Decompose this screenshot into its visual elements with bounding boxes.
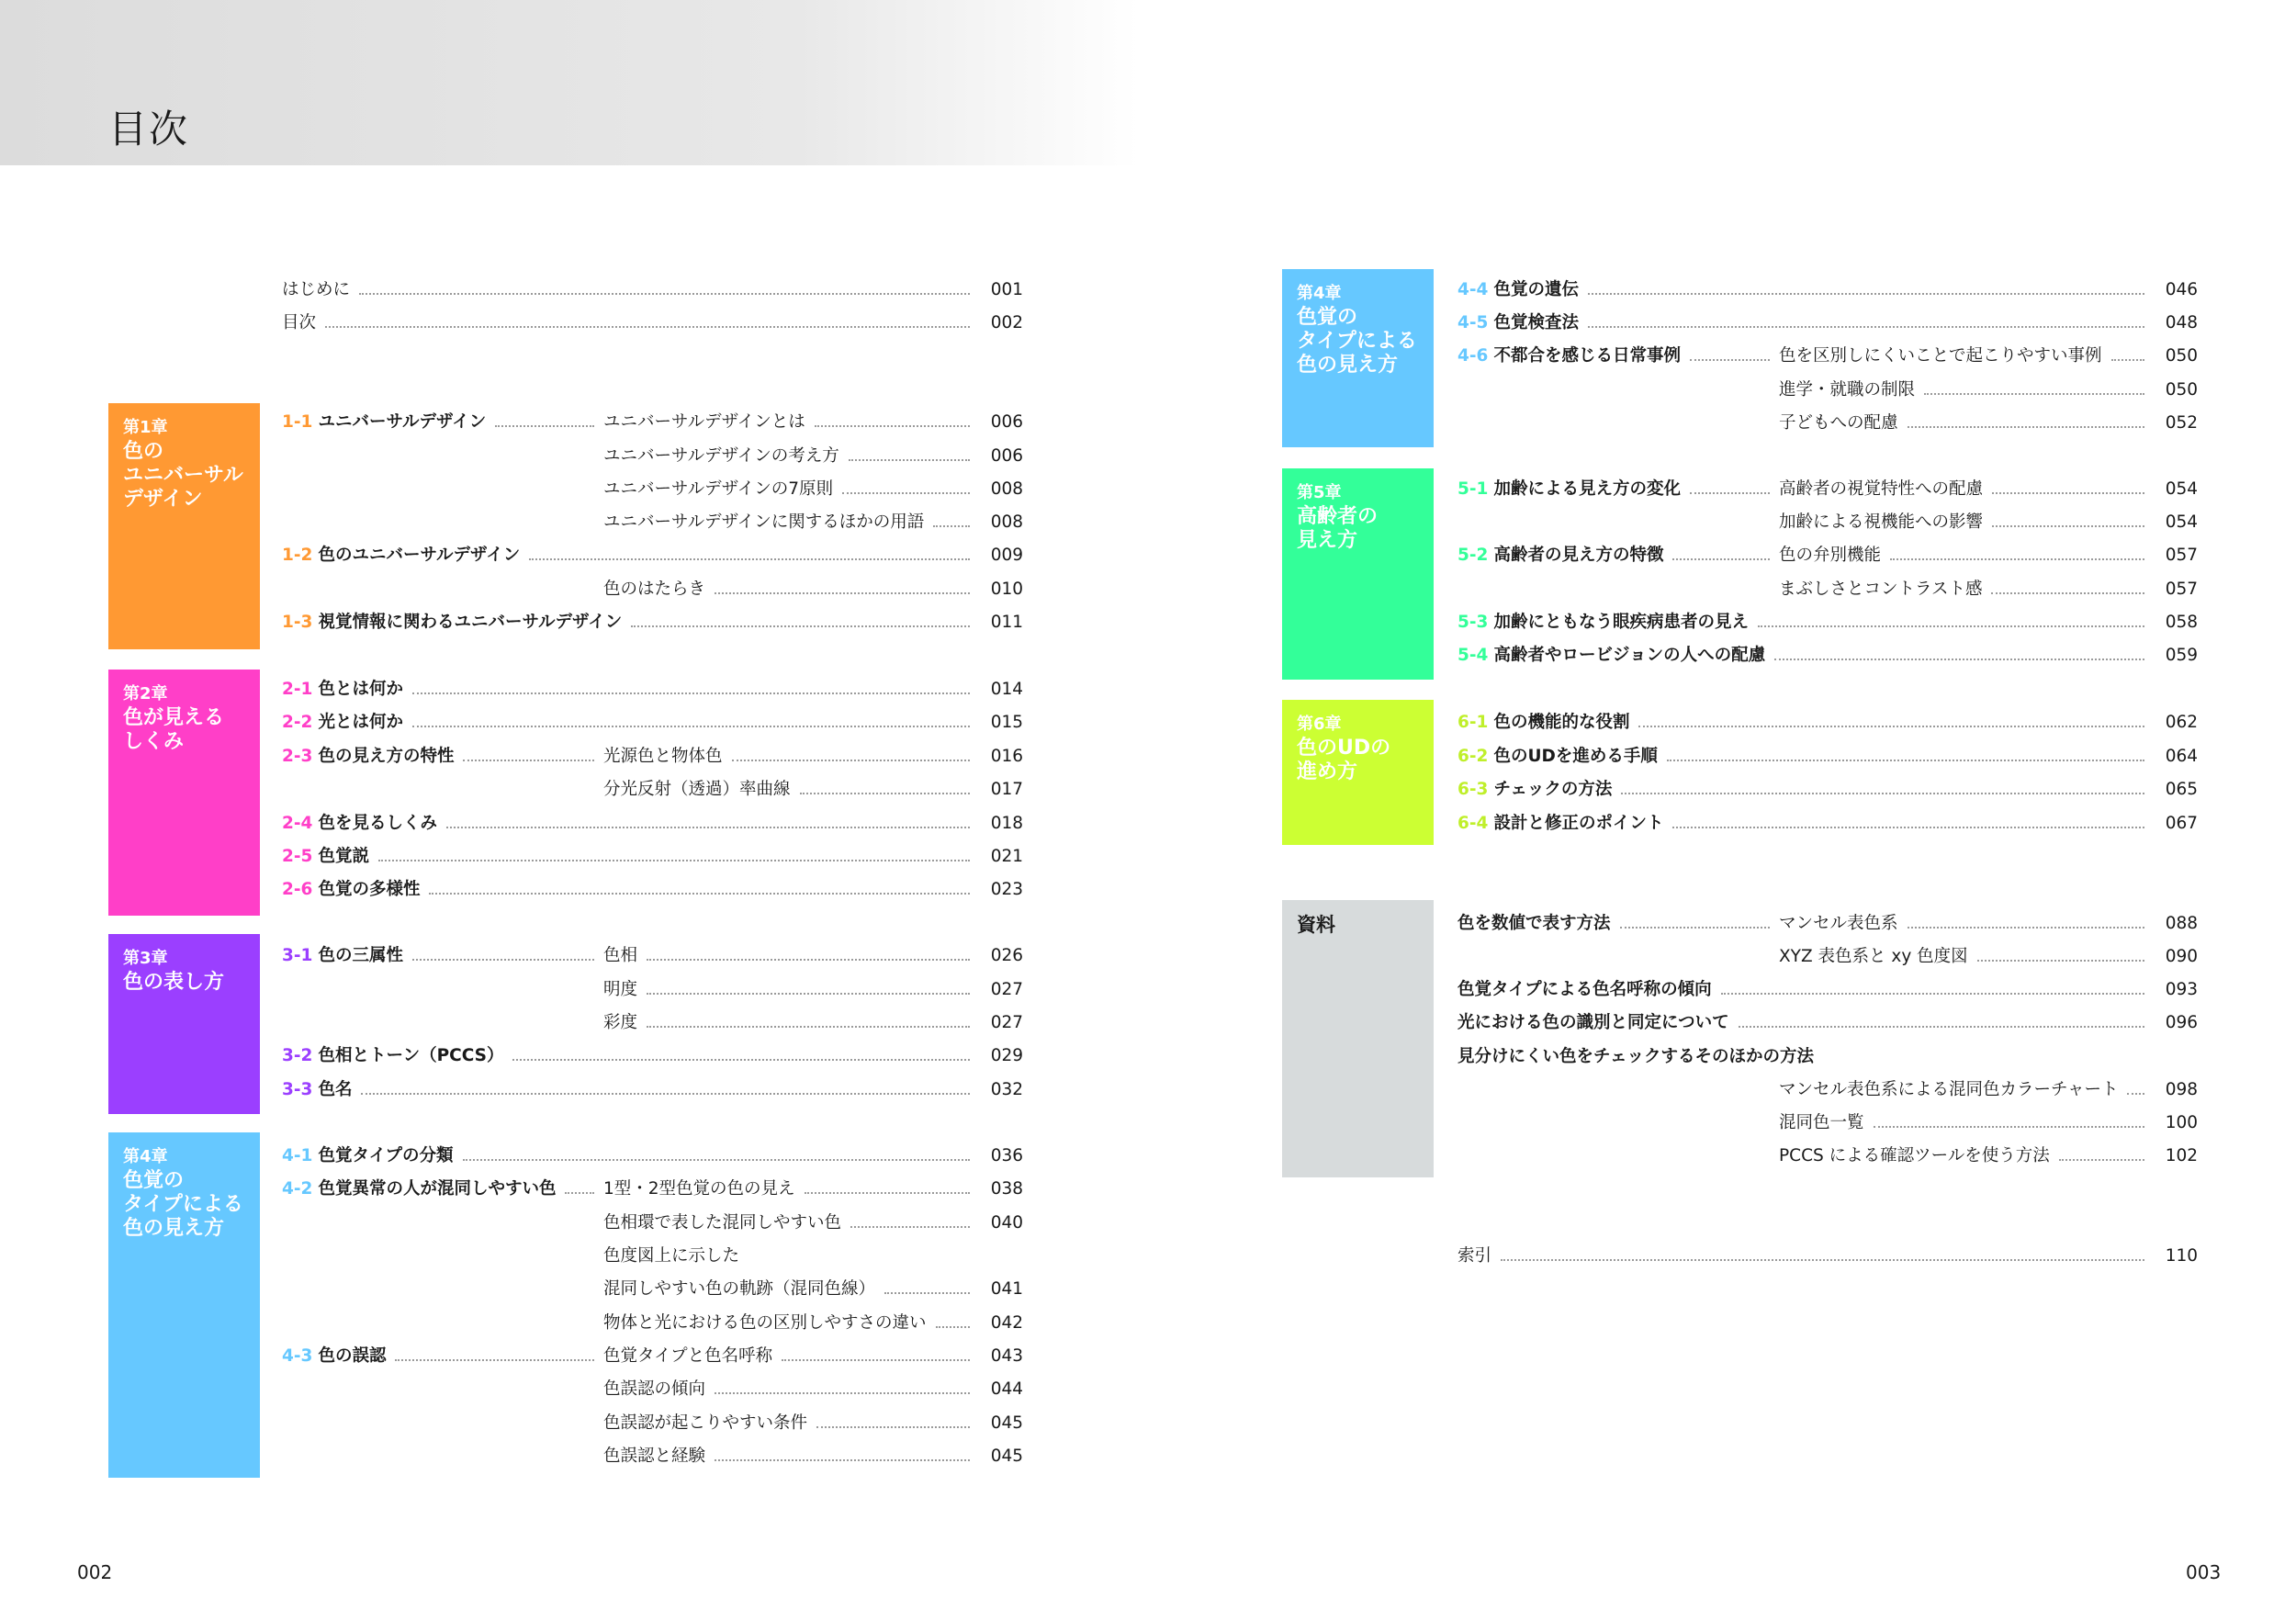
toc-subsection: 混同しやすい色の軌跡（混同色線）: [603, 1279, 876, 1299]
section-number: 5-3: [1458, 613, 1489, 632]
toc-subsection: 彩度: [603, 1013, 638, 1032]
section-number: 3-1: [282, 946, 313, 965]
toc-section: [1458, 610, 1749, 636]
toc-subsection: 色誤認が起こりやすい条件: [603, 1413, 808, 1433]
toc-section: [282, 1176, 556, 1202]
page-number: 059: [2165, 646, 2198, 665]
page-number: 032: [990, 1080, 1023, 1099]
dot-leader: [429, 893, 970, 895]
toc-row[interactable]: [0, 1010, 2296, 1036]
section-title: 色覚の遺伝: [1493, 280, 1579, 299]
section-title: 色相とトーン（PCCS）: [318, 1046, 504, 1065]
toc-row[interactable]: [0, 643, 2296, 669]
section-number: 4-1: [282, 1146, 313, 1165]
toc-subsection: 色覚タイプと色名呼称: [603, 1346, 773, 1366]
page-number: 036: [990, 1146, 1023, 1165]
toc-subsection: 1型・2型色覚の色の見え: [603, 1179, 795, 1199]
dot-leader: [849, 459, 970, 461]
page-number: 027: [990, 1013, 1023, 1032]
page-number: 048: [2165, 313, 2198, 332]
dot-leader: [395, 1359, 594, 1361]
section-number: 4-5: [1458, 313, 1489, 332]
section-title: 色の三属性: [318, 946, 403, 965]
toc-section: [1458, 911, 1611, 937]
toc-row[interactable]: [0, 1411, 2296, 1436]
dot-leader: [1690, 359, 1770, 361]
toc-section: [282, 677, 403, 703]
section-title: 色名: [318, 1080, 353, 1099]
toc-entry-label: はじめに: [282, 280, 351, 299]
dot-leader: [715, 1459, 970, 1461]
section-number: 4-4: [1458, 280, 1489, 299]
page-number: 054: [2165, 512, 2198, 532]
toc-row[interactable]: [0, 777, 2296, 803]
section-title: 色のUDを進める手順: [1493, 747, 1658, 766]
section-title: 色覚異常の人が混同しやすい色: [318, 1179, 557, 1199]
dot-leader: [378, 860, 970, 861]
dot-leader: [2127, 1093, 2144, 1095]
dot-leader: [412, 692, 970, 694]
page-number: 090: [2165, 947, 2198, 966]
section-title: 高齢者の見え方の特徴: [1493, 546, 1664, 565]
folio-left: 002: [77, 1561, 113, 1583]
chapter-title: 資料: [1297, 914, 1335, 936]
toc-row[interactable]: [0, 1244, 2296, 1269]
dot-leader: [715, 1392, 970, 1394]
section-title: 色とは何か: [318, 680, 403, 699]
toc-section: [1458, 343, 1681, 369]
page-number: 009: [990, 546, 1023, 565]
section-title: 色覚の多様性: [318, 880, 421, 899]
section-title: 加齢による見え方の変化: [1493, 479, 1681, 499]
section-title: 光における色の識別と同定について: [1458, 1013, 1729, 1032]
toc-row[interactable]: [0, 1344, 2296, 1369]
toc-subsection: マンセル表色系による混同色カラーチャート: [1779, 1080, 2119, 1099]
toc-section: [1458, 777, 1612, 803]
section-title: 色を見るしくみ: [318, 814, 437, 833]
toc-row[interactable]: [0, 977, 2296, 1003]
dot-leader: [1890, 558, 2144, 560]
toc-row[interactable]: [0, 844, 2296, 870]
section-title: 加齢にともなう眼疾病患者の見え: [1493, 613, 1749, 632]
chapter-number: 第3章: [123, 949, 168, 968]
folio-right: 003: [2186, 1561, 2222, 1583]
page-number: 102: [2165, 1146, 2198, 1165]
toc-subsection: 子どもへの配慮: [1779, 413, 1898, 433]
toc-entry-label: 索引: [1458, 1246, 1492, 1266]
toc-row[interactable]: [0, 1077, 2296, 1103]
dot-leader: [1501, 1259, 2144, 1261]
section-number: 3-3: [282, 1080, 313, 1099]
toc-section: [1458, 643, 1765, 669]
dot-leader: [1638, 726, 2144, 727]
chapter-number: 第2章: [123, 684, 168, 704]
chapter-title: 色の表し方: [123, 971, 225, 994]
page-number: 026: [990, 946, 1023, 965]
section-number: 6-3: [1458, 780, 1489, 799]
page-number: 014: [990, 680, 1023, 699]
toc-subsection: 明度: [603, 980, 638, 999]
toc-subsection: ユニバーサルデザインの7原則: [603, 479, 834, 499]
toc-subsection: 光源色と物体色: [603, 747, 723, 766]
page-number: 050: [2165, 346, 2198, 366]
dot-leader: [816, 1426, 970, 1428]
chapter-title: 色のUDの 進め方: [1297, 737, 1391, 783]
section-number: 3-2: [282, 1046, 313, 1065]
dot-leader: [1774, 659, 2144, 660]
dot-leader: [1977, 960, 2144, 962]
chapter-number: 第6章: [1297, 715, 1342, 734]
section-title: 色覚検査法: [1493, 313, 1579, 332]
page-number: 006: [990, 412, 1023, 432]
page-number: 021: [990, 847, 1023, 866]
toc-row[interactable]: [0, 677, 2296, 703]
toc-section: [1458, 543, 1663, 568]
section-number: 5-2: [1458, 546, 1489, 565]
dot-leader: [1588, 293, 2144, 295]
chapter-number: 第5章: [1297, 483, 1342, 502]
toc-row[interactable]: [0, 1210, 2296, 1236]
section-number: 2-4: [282, 814, 313, 833]
page-title: 目次: [108, 107, 190, 152]
page-number: 100: [2165, 1113, 2198, 1132]
section-title: ユニバーサルデザイン: [318, 412, 487, 432]
toc-row[interactable]: [0, 710, 2296, 736]
dot-leader: [1924, 393, 2144, 395]
section-title: 色のユニバーサルデザイン: [318, 546, 521, 565]
page-number: 008: [990, 512, 1023, 532]
toc-row[interactable]: [0, 1311, 2296, 1336]
dot-leader: [1672, 827, 2144, 828]
section-title: 色覚説: [318, 847, 369, 866]
page-number: 057: [2165, 546, 2198, 565]
section-title: チェックの方法: [1493, 780, 1613, 799]
page-number: 052: [2165, 413, 2198, 433]
section-title: 視覚情報に関わるユニバーサルデザイン: [318, 613, 623, 632]
section-number: 1-2: [282, 546, 313, 565]
toc-section: [1458, 710, 1629, 736]
chapter-title: 色覚の タイプによる 色の見え方: [1297, 306, 1417, 377]
toc-row[interactable]: [0, 343, 2296, 369]
section-title: 高齢者やロービジョンの人への配慮: [1493, 646, 1766, 665]
toc-subsection: ユニバーサルデザインの考え方: [603, 446, 839, 466]
chapter-title: 色の ユニバーサル デザイン: [123, 440, 243, 511]
toc-row[interactable]: [0, 911, 2296, 937]
toc-subsection: 進学・就職の制限: [1779, 380, 1916, 400]
section-number: 2-6: [282, 880, 313, 899]
section-number: 2-1: [282, 680, 313, 699]
dot-leader: [850, 1226, 970, 1228]
chapter-title: 色が見える しくみ: [123, 706, 225, 753]
toc-section: [282, 877, 420, 903]
dot-leader: [1874, 1126, 2144, 1128]
toc-row[interactable]: [0, 377, 2296, 403]
page-number: 010: [990, 580, 1023, 599]
section-number: 2-3: [282, 747, 313, 766]
section-number: 2-2: [282, 713, 313, 732]
section-title: 不都合を感じる日常事例: [1493, 346, 1681, 366]
dot-leader: [1908, 426, 2144, 428]
toc-entry-label: 目次: [282, 313, 317, 332]
section-number: 6-4: [1458, 814, 1489, 833]
toc-row[interactable]: [0, 310, 2296, 336]
toc-subsection: マンセル表色系: [1779, 914, 1898, 933]
toc-row[interactable]: [0, 944, 2296, 970]
page-number: 041: [990, 1279, 1023, 1299]
toc-section: [1458, 744, 1658, 770]
page-number: 050: [2165, 380, 2198, 400]
toc-subsection: 色相環で表した混同しやすい色: [603, 1213, 842, 1233]
dot-leader: [1667, 760, 2144, 761]
toc-row[interactable]: [0, 411, 2296, 436]
toc-row[interactable]: [0, 543, 2296, 568]
section-title: 見分けにくい色をチェックするそのほかの方法: [1458, 1047, 1814, 1066]
chapter-number: 第1章: [123, 418, 168, 437]
page-number: 088: [2165, 914, 2198, 933]
page-number: 058: [2165, 613, 2198, 632]
dot-leader: [1992, 492, 2144, 494]
dot-leader: [782, 1359, 970, 1361]
section-title: 色の見え方の特性: [318, 747, 455, 766]
section-title: 色の機能的な役割: [1493, 713, 1630, 732]
toc-row[interactable]: [0, 744, 2296, 770]
page-number: 006: [990, 446, 1023, 466]
toc-subsection: 色相: [603, 946, 638, 965]
section-title: 光とは何か: [318, 713, 403, 732]
toc-row[interactable]: [0, 277, 2296, 303]
toc-subsection: 色のはたらき: [603, 580, 706, 599]
section-title: 設計と修正のポイント: [1493, 814, 1664, 833]
page-number: 038: [990, 1179, 1023, 1199]
toc-section: [1458, 277, 1579, 303]
toc-section: [1458, 1044, 1814, 1070]
page-number: 043: [990, 1346, 1023, 1366]
page-number: 017: [990, 780, 1023, 799]
section-number: 1-3: [282, 613, 313, 632]
chapter-title: 色覚の タイプによる 色の見え方: [123, 1169, 243, 1240]
toc-subsection: XYZ 表色系と xy 色度図: [1779, 947, 1968, 966]
dot-leader: [2111, 359, 2144, 361]
toc-subsection: PCCS による確認ツールを使う方法: [1779, 1146, 2050, 1165]
toc-subsection: ユニバーサルデザインに関するほかの用語: [603, 512, 925, 532]
toc-section: [1458, 811, 1663, 837]
page-number: 002: [990, 313, 1023, 332]
toc-subsection: 物体と光における色の区別しやすさの違い: [603, 1313, 927, 1333]
page-number: 054: [2165, 479, 2198, 499]
section-title: 色覚タイプによる色名呼称の傾向: [1458, 980, 1712, 999]
page-number: 062: [2165, 713, 2198, 732]
toc-section: [282, 1344, 386, 1369]
page-number: 011: [990, 613, 1023, 632]
page-number: 015: [990, 713, 1023, 732]
page-number: 065: [2165, 780, 2198, 799]
page-number: 057: [2165, 580, 2198, 599]
toc-subsection: 色を区別しにくいことで起こりやすい事例: [1779, 346, 2102, 366]
toc-row[interactable]: [0, 1277, 2296, 1302]
toc-row[interactable]: [0, 811, 2296, 837]
section-number: 6-2: [1458, 747, 1489, 766]
dot-leader: [1908, 927, 2144, 929]
dot-leader: [2059, 1159, 2144, 1161]
toc-section: [1458, 977, 1712, 1003]
toc-row[interactable]: [0, 1176, 2296, 1202]
page-number: 045: [990, 1447, 1023, 1466]
toc-row[interactable]: [0, 1110, 2296, 1136]
page-number: 044: [990, 1379, 1023, 1399]
toc-row[interactable]: [0, 1444, 2296, 1469]
dot-leader: [936, 1326, 970, 1328]
toc-row[interactable]: [0, 577, 2296, 602]
dot-leader: [1758, 625, 2144, 627]
chapter-title: 高齢者の 見え方: [1297, 505, 1379, 552]
page-number: 067: [2165, 814, 2198, 833]
page-number: 023: [990, 880, 1023, 899]
section-title: 色の誤認: [318, 1346, 387, 1366]
section-number: 4-3: [282, 1346, 313, 1366]
page-number: 046: [2165, 280, 2198, 299]
toc-row[interactable]: [0, 510, 2296, 535]
chapter-number: 第4章: [1297, 284, 1342, 303]
page-number: 016: [990, 747, 1023, 766]
toc-subsection: 混同色一覧: [1779, 1113, 1864, 1132]
dot-leader: [1690, 492, 1770, 494]
section-number: 4-2: [282, 1179, 313, 1199]
section-number: 6-1: [1458, 713, 1489, 732]
section-number: 2-5: [282, 847, 313, 866]
dot-leader: [805, 1192, 970, 1194]
page-number: 008: [990, 479, 1023, 499]
page-number: 029: [990, 1046, 1023, 1065]
dot-leader: [565, 1192, 594, 1194]
dot-leader: [884, 1292, 970, 1294]
dot-leader: [1620, 927, 1770, 929]
toc-row[interactable]: [0, 444, 2296, 469]
dot-leader: [1721, 993, 2144, 995]
section-number: 5-4: [1458, 646, 1489, 665]
page-number: 040: [990, 1213, 1023, 1233]
toc-subsection: 色度図上に示した: [603, 1246, 740, 1266]
dot-leader: [1992, 525, 2144, 527]
toc-subsection: 加齢による視機能への影響: [1779, 512, 1984, 532]
dot-leader: [1672, 558, 1770, 560]
section-title: 色覚タイプの分類: [318, 1146, 454, 1165]
dot-leader: [1991, 592, 2144, 594]
page-number: 042: [990, 1313, 1023, 1333]
page-number: 001: [990, 280, 1023, 299]
page-number: 064: [2165, 747, 2198, 766]
toc-subsection: 色の弁別機能: [1779, 546, 1882, 565]
toc-row[interactable]: [0, 1044, 2296, 1070]
dot-leader: [1739, 1026, 2144, 1028]
toc-subsection: 色誤認と経験: [603, 1447, 706, 1466]
toc-section: [1458, 1010, 1729, 1036]
toc-row[interactable]: [0, 610, 2296, 636]
toc-row[interactable]: [0, 1143, 2296, 1169]
page-number: 098: [2165, 1080, 2198, 1099]
page-number: 110: [2165, 1246, 2198, 1266]
page-number: 093: [2165, 980, 2198, 999]
page-number: 045: [990, 1413, 1023, 1433]
toc-row[interactable]: [0, 877, 2296, 903]
page-number: 018: [990, 814, 1023, 833]
dot-leader: [1621, 793, 2144, 794]
section-number: 4-6: [1458, 346, 1489, 366]
chapter-number: 第4章: [123, 1147, 168, 1166]
toc-section: [1458, 310, 1579, 336]
toc-subsection: 分光反射（透過）率曲線: [603, 780, 791, 799]
section-number: 5-1: [1458, 479, 1489, 499]
section-number: 1-1: [282, 412, 313, 432]
toc-subsection: まぶしさとコントラスト感: [1779, 580, 1983, 599]
toc-subsection: ユニバーサルデザインとは: [603, 412, 805, 432]
toc-section: [282, 844, 369, 870]
page-number: 027: [990, 980, 1023, 999]
toc-subsection: 色誤認の傾向: [603, 1379, 706, 1399]
toc-row[interactable]: [0, 477, 2296, 502]
toc-section: [1458, 477, 1681, 502]
toc-row[interactable]: [0, 1377, 2296, 1402]
section-title: 色を数値で表す方法: [1458, 914, 1611, 933]
dot-leader: [1588, 326, 2144, 328]
page-number: 096: [2165, 1013, 2198, 1032]
toc-subsection: 高齢者の視覚特性への配慮: [1779, 479, 1984, 499]
